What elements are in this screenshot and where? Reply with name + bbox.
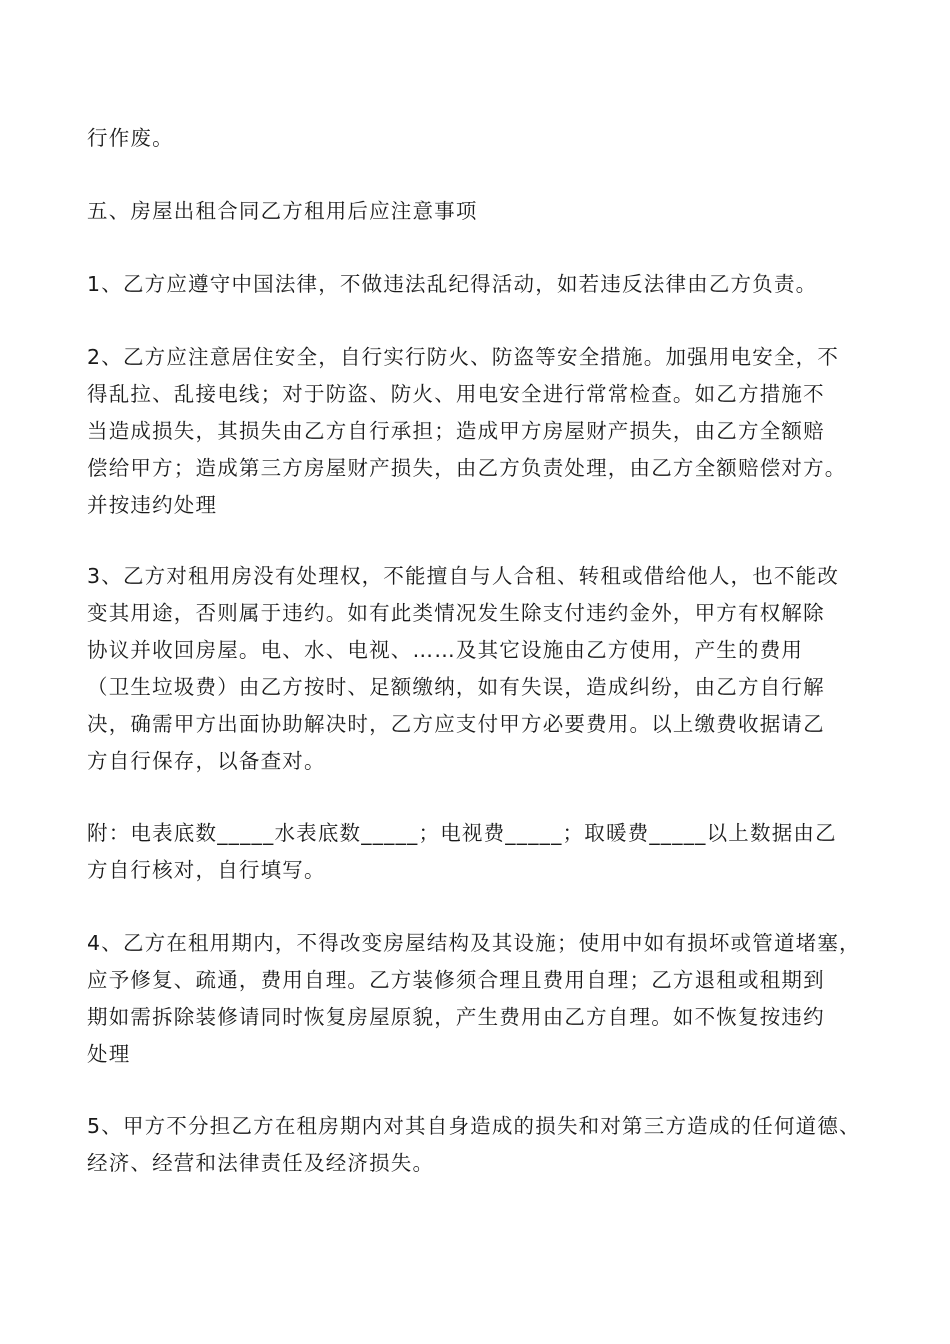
paragraph-line: 变其用途，否则属于违约。如有此类情况发生除支付违约金外，甲方有权解除	[87, 601, 825, 625]
paragraph-line: 五、房屋出租合同乙方租用后应注意事项	[87, 199, 478, 223]
paragraph-0	[87, 120, 867, 157]
paragraph-line: 协议并收回房屋。电、水、电视、……及其它设施由乙方使用，产生的费用	[87, 638, 804, 662]
paragraph-line: 得乱拉、乱接电线；对于防盗、防火、用电安全进行常常检查。如乙方措施不	[87, 382, 825, 406]
paragraph-line: 附：电表底数_____水表底数_____；电视费_____；取暖费_____以上数据由乙	[87, 821, 837, 845]
paragraph-line: 偿给甲方；造成第三方房屋财产损失，由乙方负责处理，由乙方全额赔偿对方。	[87, 456, 847, 480]
paragraph-line: 1、乙方应遵守中国法律，不做违法乱纪得活动，如若违反法律由乙方负责。	[87, 272, 818, 296]
paragraph-appendix	[87, 815, 867, 889]
paragraph-line: 方自行保存，以备查对。	[87, 749, 326, 773]
section-heading	[87, 193, 867, 230]
paragraph-item-2	[87, 339, 867, 524]
paragraph-line: 并按违约处理	[87, 493, 218, 517]
paragraph-line: 5、甲方不分担乙方在租房期内对其自身造成的损失和对第三方造成的任何道德、	[87, 1114, 861, 1138]
paragraph-line: 决，确需甲方出面协助解决时，乙方应支付甲方必要费用。以上缴费收据请乙	[87, 712, 825, 736]
paragraph-line: （卫生垃圾费）由乙方按时、足额缴纳，如有失误，造成纠纷，由乙方自行解	[87, 675, 825, 699]
paragraph-line: 经济、经营和法律责任及经济损失。	[87, 1151, 435, 1175]
paragraph-line: 当造成损失，其损失由乙方自行承担；造成甲方房屋财产损失，由乙方全额赔	[87, 419, 825, 443]
paragraph-item-1	[87, 266, 867, 303]
paragraph-line: 应予修复、疏通，费用自理。乙方装修须合理且费用自理；乙方退租或租期到	[87, 968, 825, 992]
paragraph-line: 期如需拆除装修请同时恢复房屋原貌，产生费用由乙方自理。如不恢复按违约	[87, 1005, 825, 1029]
paragraph-item-3	[87, 558, 867, 780]
paragraph-line: 2、乙方应注意居住安全，自行实行防火、防盗等安全措施。加强用电安全，不	[87, 345, 840, 369]
paragraph-line: 方自行核对，自行填写。	[87, 858, 326, 882]
paragraph-item-4	[87, 925, 867, 1073]
paragraph-line: 3、乙方对租用房没有处理权，不能擅自与人合租、转租或借给他人，也不能改	[87, 564, 840, 588]
paragraph-line: 处理	[87, 1042, 131, 1066]
paragraph-line: 行作废。	[87, 126, 174, 150]
paragraph-item-5	[87, 1108, 867, 1182]
paragraph-line: 4、乙方在租用期内，不得改变房屋结构及其设施；使用中如有损坏或管道堵塞，	[87, 931, 861, 955]
